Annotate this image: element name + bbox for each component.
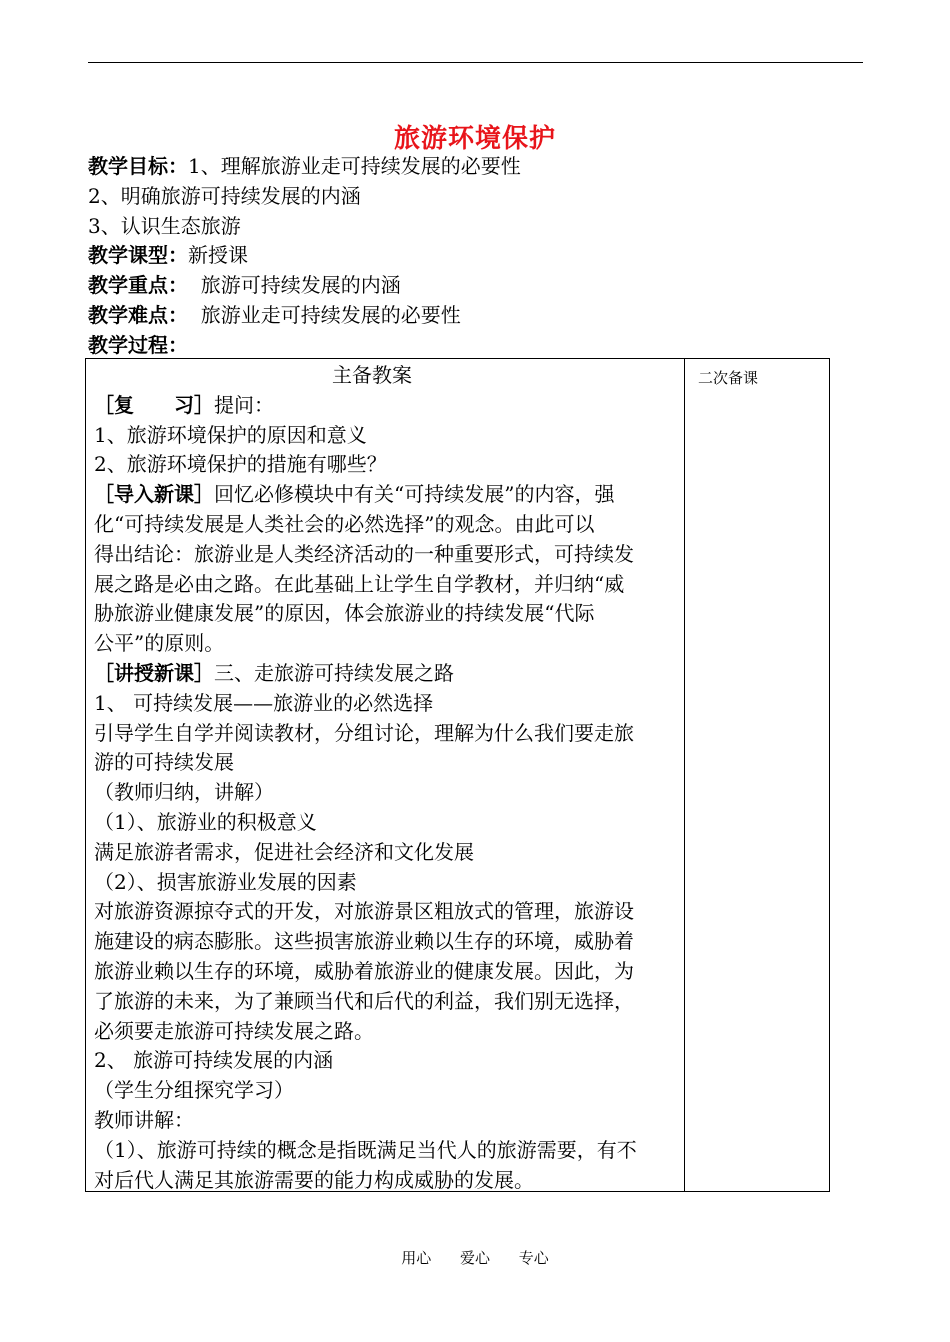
difficulty-line <box>88 301 863 331</box>
intro-text: 回忆必修模块中有关“可持续发展”的内容，强 <box>214 482 615 507</box>
new-lesson-text-line: 施建设的病态膨胀。这些损害旅游业赖以生存的环境，威胁着 <box>94 929 634 954</box>
difficulty-label: 教学难点： <box>88 302 188 327</box>
key-point-value: 旅游可持续发展的内涵 <box>188 273 401 298</box>
intro-text-line: 得出结论：旅游业是人类经济活动的一种重要形式，可持续发 <box>94 541 634 566</box>
page-footer <box>0 1247 950 1268</box>
page-title: 旅游环境保护 <box>393 124 556 154</box>
header-rule <box>88 62 863 63</box>
lesson-meta <box>88 152 863 361</box>
process-line <box>88 331 863 361</box>
lesson-plan-table <box>85 358 830 1192</box>
intro-text-line: 胁旅游业健康发展”的原因，体会旅游业的持续发展“代际 <box>94 601 595 626</box>
footer-motto: 爱心 <box>459 1249 490 1267</box>
objective-item: 2、明确旅游可持续发展的内涵 <box>88 183 361 208</box>
new-lesson-text-line: （1）、旅游可持续的概念是指既满足当代人的旅游需要，有不 <box>94 1137 637 1162</box>
secondary-prep-header: 二次备课 <box>698 369 759 387</box>
difficulty-value: 旅游业走可持续发展的必要性 <box>188 302 461 327</box>
new-lesson-text-line: 了旅游的未来，为了兼顾当代和后代的利益，我们别无选择， <box>94 988 634 1013</box>
objectives-label: 教学目标： <box>88 154 188 178</box>
new-lesson-text-line: 引导学生自学并阅读教材，分组讨论，理解为什么我们要走旅 <box>94 720 634 745</box>
new-lesson-label: ［讲授新课］ <box>94 660 214 685</box>
new-lesson-text-line: 2、 旅游可持续发展的内涵 <box>94 1048 334 1073</box>
new-lesson-text-line: （1）、旅游业的积极意义 <box>94 809 317 834</box>
review-item: 1、旅游环境保护的原因和意义 <box>94 422 367 447</box>
secondary-prep-column <box>698 367 758 388</box>
main-plan-header: 主备教案 <box>332 363 412 387</box>
new-lesson-line <box>94 659 680 689</box>
course-type-line <box>88 241 863 271</box>
course-type-value: 新授课 <box>188 243 248 268</box>
intro-line <box>94 480 680 510</box>
new-lesson-text-line: 对后代人满足其旅游需要的能力构成威胁的发展。 <box>94 1167 534 1192</box>
intro-text-line: 化“可持续发展是人类社会的必然选择”的观念。由此可以 <box>94 511 595 536</box>
footer-motto: 用心 <box>401 1249 432 1267</box>
new-lesson-text-line: （2）、损害旅游业发展的因素 <box>94 869 357 894</box>
key-point-line <box>88 271 863 301</box>
new-lesson-text-line: 旅游业赖以生存的环境，威胁着旅游业的健康发展。因此，为 <box>94 958 634 983</box>
main-plan-column <box>94 361 680 1195</box>
intro-text-line: 公平”的原则。 <box>94 631 225 656</box>
review-item: 2、旅游环境保护的措施有哪些？ <box>94 452 387 477</box>
new-lesson-text-line: 满足旅游者需求，促进社会经济和文化发展 <box>94 839 474 864</box>
new-lesson-text-line: 对旅游资源掠夺式的开发，对旅游景区粗放式的管理，旅游设 <box>94 899 634 924</box>
intro-text-line: 展之路是必由之路。在此基础上让学生自学教材，并归纳“威 <box>94 571 625 596</box>
new-lesson-text-line: （学生分组探究学习） <box>94 1078 294 1103</box>
intro-label: ［导入新课］ <box>94 482 214 507</box>
new-lesson-text-line: 必须要走旅游可持续发展之路。 <box>94 1018 374 1043</box>
review-label: ［复 习］ <box>94 392 214 417</box>
review-line <box>94 391 680 421</box>
new-lesson-text-line: 教师讲解： <box>94 1107 194 1132</box>
new-lesson-text-line: 1、 可持续发展——旅游业的必然选择 <box>94 690 434 715</box>
new-lesson-text-line: （教师归纳，讲解） <box>94 780 274 805</box>
review-text: 提问： <box>214 392 274 417</box>
new-lesson-text: 三、走旅游可持续发展之路 <box>214 660 454 685</box>
new-lesson-text-line: 游的可持续发展 <box>94 750 234 775</box>
footer-motto: 专心 <box>518 1249 549 1267</box>
column-divider <box>684 359 685 1191</box>
process-label: 教学过程： <box>88 332 188 357</box>
course-type-label: 教学课型： <box>88 243 188 268</box>
key-point-label: 教学重点： <box>88 273 188 298</box>
objective-item: 3、认识生态旅游 <box>88 213 241 238</box>
objective-item: 1、理解旅游业走可持续发展的必要性 <box>188 154 521 178</box>
objectives-line <box>88 152 863 182</box>
